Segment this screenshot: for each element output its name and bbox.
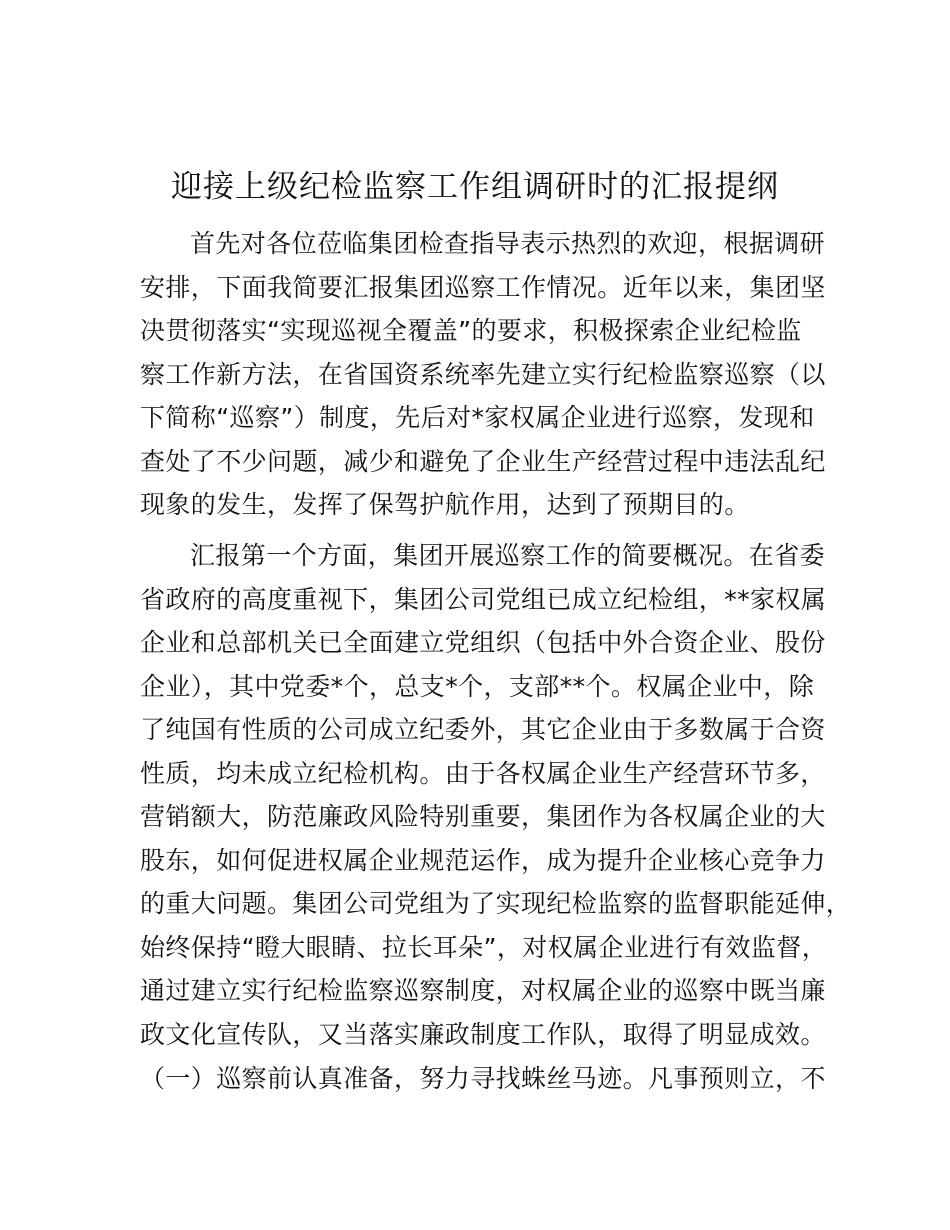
paragraph-line: 企业），其中党委*个，总支*个，支部**个。权属企业中，除 [140, 672, 815, 701]
paragraph-line: 了纯国有性质的公司成立纪委外，其它企业由于多数属于合资 [140, 715, 826, 744]
paragraph-line: 股东，如何促进权属企业规范运作，成为提升企业核心竞争力 [140, 846, 826, 875]
document-title: 迎接上级纪检监察工作组调研时的汇报提纲 [171, 169, 779, 205]
paragraph-line: 察工作新方法，在省国资系统率先建立实行纪检监察巡察（以 [140, 360, 826, 389]
paragraph-line: 的重大问题。集团公司党组为了实现纪检监察的监督职能延伸， [140, 889, 852, 918]
paragraph-line: 企业和总部机关已全面建立党组织（包括中外合资企业、股份 [140, 628, 826, 657]
paragraph-line: 安排，下面我简要汇报集团巡察工作情况。近年以来，集团坚 [140, 273, 826, 302]
paragraph-line: 政文化宣传队，又当落实廉政制度工作队，取得了明显成效。 [140, 1020, 826, 1049]
paragraph-line: 下简称“巡察”）制度，先后对*家权属企业进行巡察，发现和 [140, 403, 815, 432]
paragraph-line: 省政府的高度重视下，集团公司党组已成立纪检组，**家权属 [140, 585, 827, 614]
paragraph-line: 汇报第一个方面，集团开展巡察工作的简要概况。在省委 [190, 541, 826, 570]
paragraph-line: 营销额大，防范廉政风险特别重要，集团作为各权属企业的大 [140, 802, 826, 831]
paragraph-line: 决贯彻落实“实现巡视全覆盖”的要求，积极探索企业纪检监 [140, 316, 802, 345]
paragraph-line: 首先对各位莅临集团检查指导表示热烈的欢迎，根据调研 [190, 229, 826, 258]
paragraph-line: 性质，均未成立纪检机构。由于各权属企业生产经营环节多， [140, 759, 826, 788]
paragraph-line: （一）巡察前认真准备，努力寻找蛛丝马迹。凡事预则立，不 [140, 1064, 826, 1093]
paragraph-line: 通过建立实行纪检监察巡察制度，对权属企业的巡察中既当廉 [140, 976, 826, 1005]
paragraph-line: 始终保持“瞪大眼睛、拉长耳朵”，对权属企业进行有效监督， [140, 933, 828, 962]
paragraph-line: 现象的发生，发挥了保驾护航作用，达到了预期目的。 [140, 490, 750, 519]
paragraph-line: 查处了不少问题，减少和避免了企业生产经营过程中违法乱纪 [140, 447, 826, 476]
